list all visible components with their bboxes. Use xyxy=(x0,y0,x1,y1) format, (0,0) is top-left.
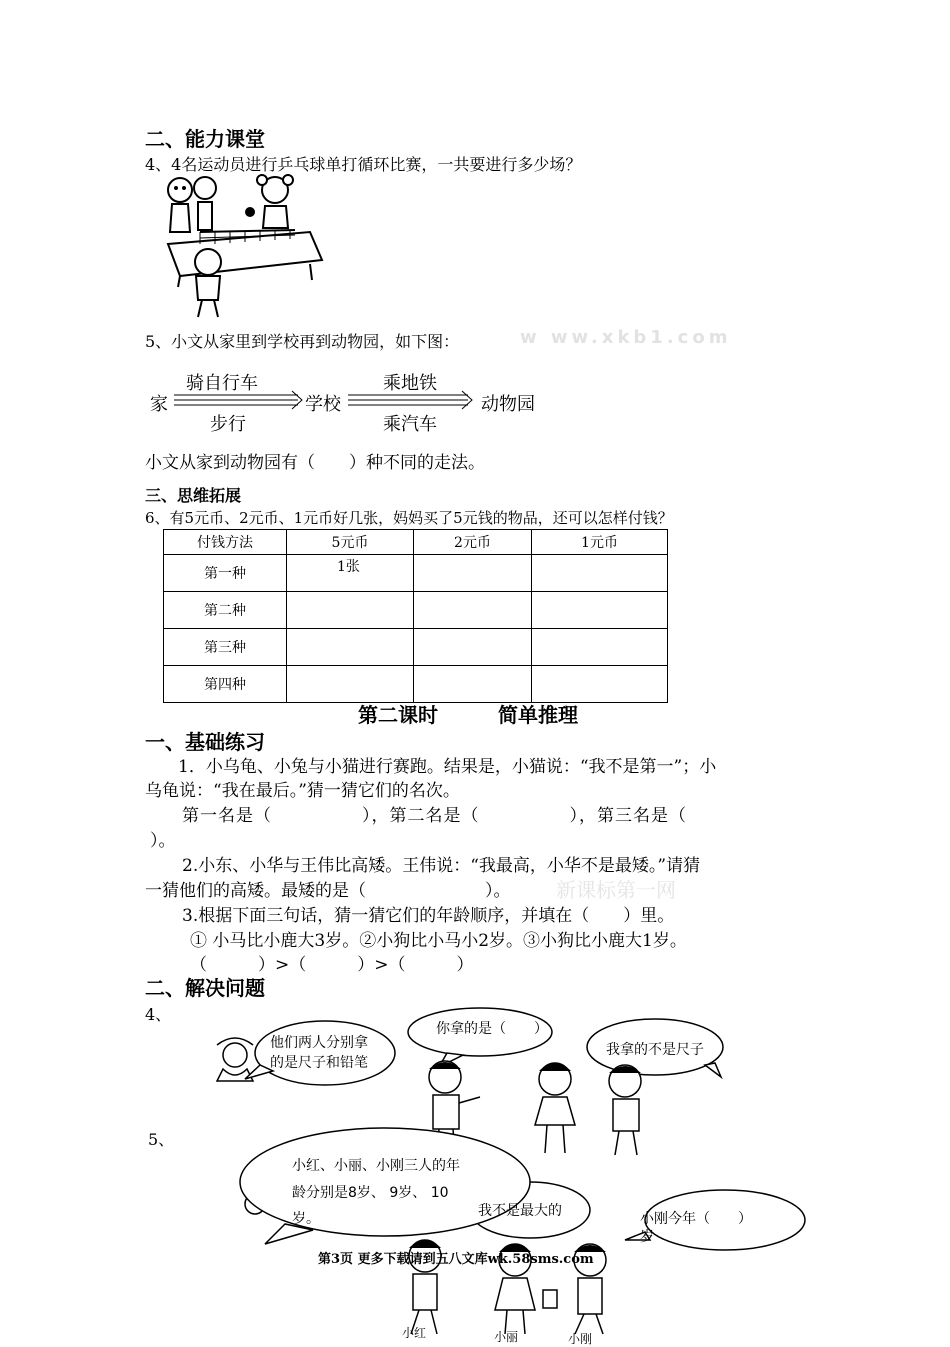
question-5-answer-line: 小文从家到动物园有（ ）种不同的走法。 xyxy=(145,453,485,473)
watermark: w ww.xkb1.com xyxy=(520,327,732,348)
basic-q1-line3: 第一名是（ ），第二名是（ ），第三名是（ xyxy=(182,806,687,826)
solve-q4-label: 4、 xyxy=(145,1005,172,1024)
question-4-text: 4、4名运动员进行乒乓球单打循环比赛，一共要进行多少场？ xyxy=(145,155,582,174)
table-cell[interactable] xyxy=(532,629,668,666)
table-cell: 第二种 xyxy=(164,592,287,629)
table-cell[interactable] xyxy=(532,555,668,592)
table-cell[interactable] xyxy=(287,592,414,629)
bubble-d-line1: 小红、小丽、小刚三人的年 xyxy=(292,1158,460,1174)
table-cell[interactable] xyxy=(414,629,532,666)
bubble-c: 我拿的不是尺子 xyxy=(606,1042,704,1058)
flow-bike: 骑自行车 xyxy=(186,373,258,394)
table-cell[interactable] xyxy=(287,629,414,666)
basic-q2-line2: 一猜他们的高矮。最矮的是（ ）。 xyxy=(145,881,511,901)
table-cell[interactable] xyxy=(414,555,532,592)
table-cell[interactable]: 1张 xyxy=(287,555,414,592)
table-cell[interactable] xyxy=(414,592,532,629)
table-row xyxy=(164,555,668,592)
bubble-f-line2: 岁 xyxy=(640,1229,654,1245)
bubble-e: 我不是最大的 xyxy=(478,1203,562,1219)
table-row xyxy=(164,629,668,666)
basic-q1-line2: 乌龟说：“我在最后。”猜一猜它们的名次。 xyxy=(145,781,460,801)
bubble-a-line1: 他们两人分别拿 xyxy=(270,1035,368,1051)
section-title-ability: 二、能力课堂 xyxy=(145,127,265,151)
basic-q1-line4: ）。 xyxy=(150,831,176,851)
basic-q3-line2: ① 小马比小鹿大3岁。②小狗比小马小2岁。③小狗比小鹿大1岁。 xyxy=(190,931,687,951)
bubble-d-line2: 龄分别是8岁、 9岁、 10 xyxy=(292,1185,449,1201)
table-cell[interactable] xyxy=(287,666,414,703)
table-cell[interactable] xyxy=(414,666,532,703)
watermark-2: 新课标第一网 xyxy=(556,878,676,902)
table-header-cell: 5元币 xyxy=(287,530,414,555)
question-5-text: 5、小文从家里到学校再到动物园，如下图： xyxy=(145,332,460,351)
basic-q2-line1: 2.小东、小华与王伟比高矮。王伟说：“我最高，小华不是最矮。”请猜 xyxy=(182,856,701,876)
bubble-f-line1: 小刚今年（ ） xyxy=(640,1211,752,1227)
bubble-b: 你拿的是（ ） xyxy=(436,1021,548,1037)
table-header-row xyxy=(164,530,668,555)
flow-subway: 乘地铁 xyxy=(383,373,437,394)
flow-home: 家 xyxy=(150,394,168,415)
table-row xyxy=(164,592,668,629)
route-arrows xyxy=(170,390,480,410)
ping-pong-illustration xyxy=(160,172,325,320)
flow-bus: 乘汽车 xyxy=(383,414,437,435)
flow-walk: 步行 xyxy=(210,414,246,435)
payment-table xyxy=(163,529,668,703)
table-header-cell: 付钱方法 xyxy=(164,530,287,555)
table-cell: 第三种 xyxy=(164,629,287,666)
flow-school: 学校 xyxy=(305,394,341,415)
solve-q5-label: 5、 xyxy=(148,1130,175,1149)
name-label-xiaogang: 小刚 xyxy=(568,1332,593,1346)
question-6-text: 6、有5元币、2元币、1元币好几张，妈妈买了5元钱的物品，还可以怎样付钱？ xyxy=(145,509,673,527)
page-footer: 第3页 更多下载请到五八文库wk.58sms.com xyxy=(318,1252,594,1267)
table-cell[interactable] xyxy=(532,592,668,629)
basic-q3-line1: 3.根据下面三句话，猜一猜它们的年龄顺序，并填在（ ）里。 xyxy=(182,906,675,926)
flow-zoo: 动物园 xyxy=(481,394,535,415)
table-row xyxy=(164,666,668,703)
table-cell: 第四种 xyxy=(164,666,287,703)
table-header-cell: 1元币 xyxy=(532,530,668,555)
lesson-title: 第二课时 简单推理 xyxy=(358,703,578,727)
name-label-xiaoli: 小丽 xyxy=(494,1330,519,1344)
bubble-a-line2: 的是尺子和铅笔 xyxy=(270,1055,368,1071)
table-cell: 第一种 xyxy=(164,555,287,592)
basic-q3-line3: （ ）>（ ）>（ ） xyxy=(190,955,474,975)
bubble-d-line3: 岁。 xyxy=(292,1211,320,1227)
name-label-xiaohong: 小红 xyxy=(402,1326,427,1340)
section-title-basic: 一、基础练习 xyxy=(145,730,265,754)
q5-illustration xyxy=(225,1120,815,1344)
basic-q1-line1: 1．小乌龟、小兔与小猫进行赛跑。结果是，小猫说：“我不是第一”；小 xyxy=(178,757,717,777)
section-title-thinking: 三、思维拓展 xyxy=(145,486,242,505)
table-cell[interactable] xyxy=(532,666,668,703)
table-header-cell: 2元币 xyxy=(414,530,532,555)
section-title-solve: 二、解决问题 xyxy=(145,976,265,1000)
